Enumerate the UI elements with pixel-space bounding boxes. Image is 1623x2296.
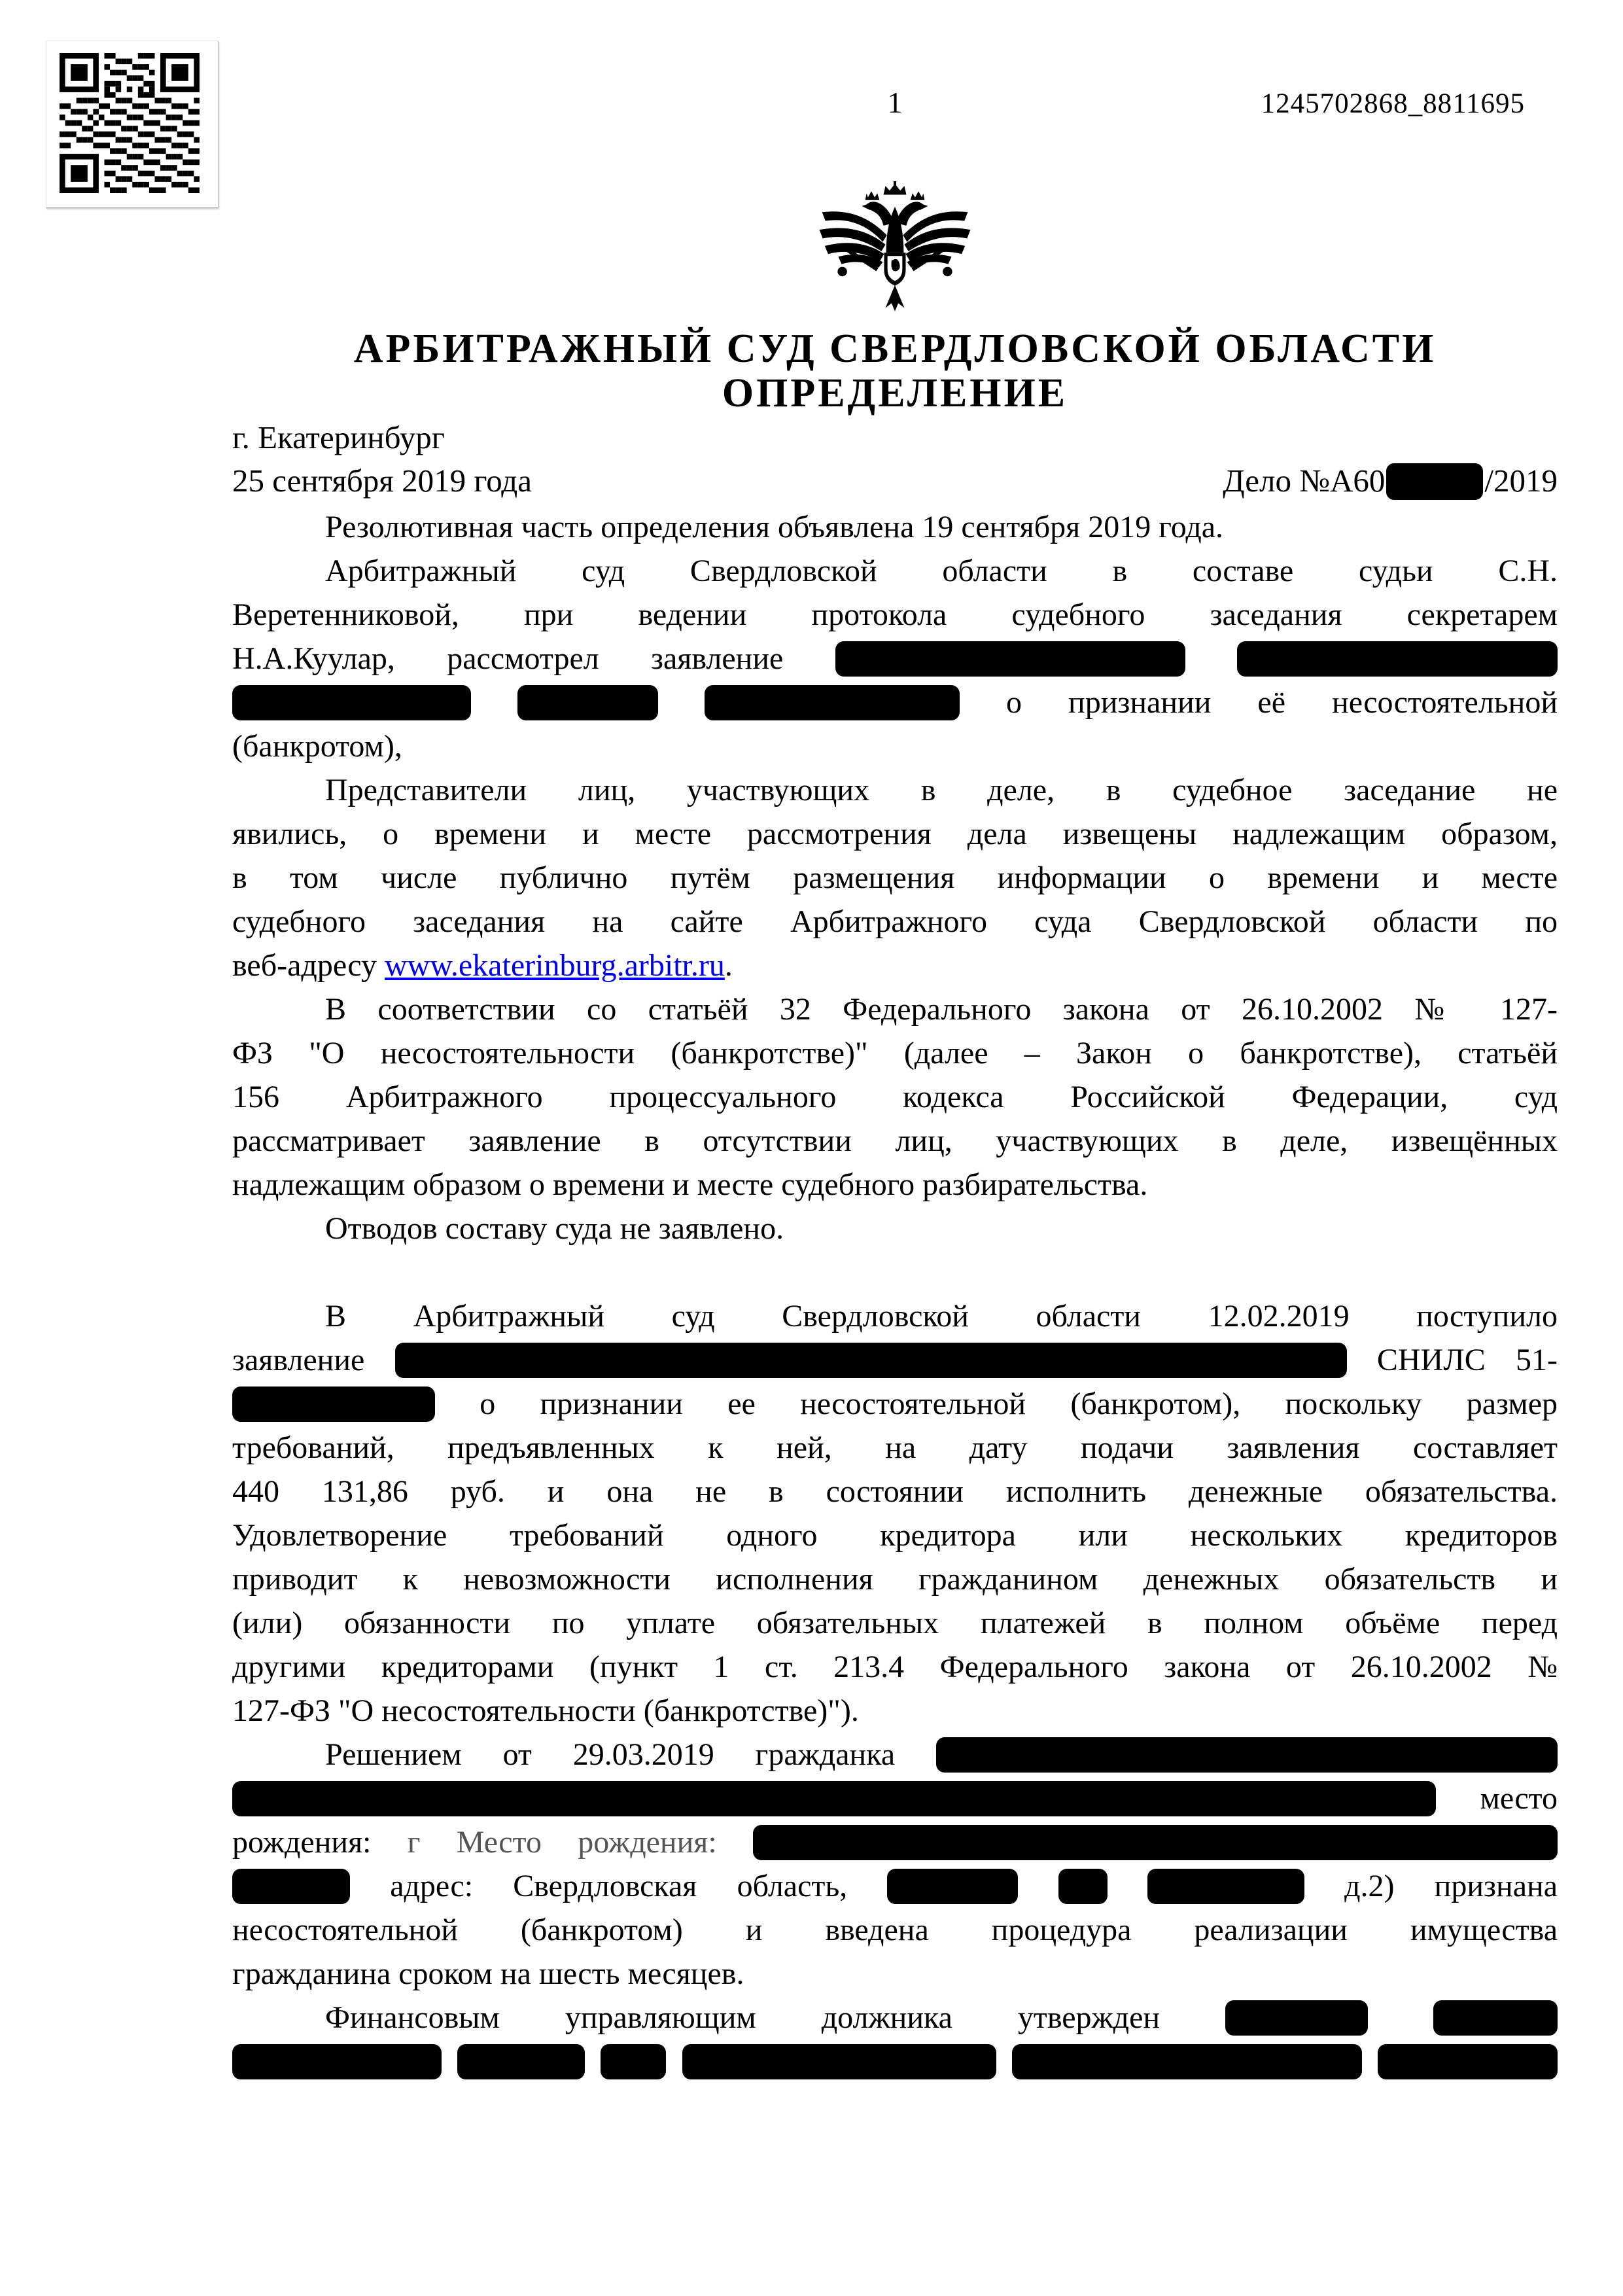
body-text: Н.А.Куулар, <box>232 641 395 676</box>
qr-code <box>57 53 202 193</box>
redaction-bar <box>1058 1869 1108 1904</box>
case-number-prefix: Дело №А60 <box>1223 463 1386 499</box>
body-text: требований, предъявленных к ней, на дату подачи заявления составляет <box>232 1430 1558 1465</box>
body-line <box>232 812 1558 856</box>
body-text: Веретенниковой, при ведении протокола судебного заседания секретарем <box>232 597 1558 632</box>
body-text: 156 Арбитражного процессуального кодекса Российской Федерации, суд <box>232 1080 1558 1114</box>
body-text: другими кредиторами (пункт 1 ст. 213.4 Федерального закона от 26.10.2002 № <box>232 1650 1558 1684</box>
body-text: Представители лиц, участвующих в деле, в судебное заседание не <box>325 773 1558 807</box>
body-text: Арбитражный суд Свердловской области в составе судьи С.Н. <box>325 554 1558 588</box>
emblem-wrap <box>232 181 1558 323</box>
body-line <box>232 593 1558 637</box>
body-line <box>232 987 1558 1031</box>
body-line <box>232 1513 1558 1557</box>
body-text: (банкротом), <box>232 729 402 764</box>
body-text: Отводов составу суда не заявлено. <box>325 1211 784 1246</box>
body-text: В соответствии со статьёй 32 Федерального закона от 26.10.2002 № 127- <box>325 992 1558 1027</box>
body-line <box>232 1119 1558 1163</box>
decision-date: 25 сентября 2019 года <box>232 463 532 499</box>
body-text: надлежащим образом о времени и месте судебного разбирательства. <box>232 1167 1148 1202</box>
body-text: гражданина сроком на шесть месяцев. <box>232 1956 744 1991</box>
redaction-bar <box>1237 641 1558 677</box>
body-line <box>232 900 1558 944</box>
redaction-bar <box>1147 1869 1304 1904</box>
body-line <box>232 1382 1558 1426</box>
body-text: г Место рождения: <box>407 1825 717 1860</box>
body-text: судебного заседания на сайте Арбитражного суда Свердловской области по <box>232 904 1558 939</box>
redaction-bar <box>1225 2000 1368 2036</box>
body-line <box>232 1163 1558 1207</box>
redaction-bar <box>835 641 1185 677</box>
body-line <box>232 856 1558 900</box>
body-line <box>232 1031 1558 1075</box>
body-line <box>232 1294 1558 1338</box>
body-text: приводит к невозможности исполнения гражданином денежных обязательств и <box>232 1562 1558 1597</box>
redaction-bar <box>232 685 471 720</box>
redaction-bar <box>1012 2044 1362 2079</box>
body-text: (или) обязанности по уплате обязательных платежей в полном объёме перед <box>232 1606 1558 1640</box>
body-line <box>232 1952 1558 1996</box>
redaction-bar <box>232 1386 435 1422</box>
body-line <box>232 505 1558 549</box>
body-text: д.2) признана <box>1344 1869 1558 1903</box>
redaction-bar <box>682 2044 996 2079</box>
body-line <box>232 1645 1558 1689</box>
court-website-link[interactable]: www.ekaterinburg.arbitr.ru <box>385 948 725 983</box>
body-text: Резолютивная часть определения объявлена 19 сентября 2019 года. <box>325 510 1224 544</box>
body-text: рассмотрел заявление <box>447 641 784 676</box>
body-text: Решением от 29.03.2019 гражданка <box>325 1737 896 1772</box>
body-line <box>232 1689 1558 1733</box>
case-number-suffix: /2019 <box>1484 463 1558 499</box>
body-line <box>232 637 1558 680</box>
body-text: 127-ФЗ "О несостоятельности (банкротстве)"). <box>232 1693 859 1728</box>
body-text: о признании ее несостоятельной (банкротом), поскольку размер <box>480 1386 1558 1421</box>
body-text: заявление <box>232 1343 365 1377</box>
body-text: 440 131,86 руб. и она не в состоянии исполнить денежные обязательства. <box>232 1474 1558 1509</box>
body-text: о признании её несостоятельной <box>1006 685 1558 720</box>
body-line <box>232 1908 1558 1952</box>
body-line <box>232 1557 1558 1601</box>
body-line <box>232 944 1558 987</box>
body-line <box>232 1733 1558 1776</box>
redaction-bar <box>601 2044 666 2079</box>
body-line <box>232 1207 1558 1250</box>
body-line <box>232 1338 1558 1382</box>
body-text: рождения: <box>232 1825 372 1860</box>
document-body <box>232 505 1558 2083</box>
russia-coat-of-arms-icon <box>807 181 983 319</box>
redaction-bar <box>457 2044 585 2079</box>
redaction-bar <box>1433 2000 1558 2036</box>
body-text: веб-адресу <box>232 948 377 983</box>
body-text: Финансовым управляющим должника утвержден <box>325 2000 1161 2035</box>
qr-card <box>46 41 218 208</box>
redaction-bar <box>232 2044 442 2079</box>
redaction-bar <box>1386 463 1483 500</box>
body-text: адрес: Свердловская область, <box>390 1869 848 1903</box>
body-text: несостоятельной (банкротом) и введена процедура реализации имущества <box>232 1913 1558 1947</box>
redaction-bar <box>1378 2044 1558 2079</box>
body-text: в том числе публично путём размещения информации о времени и месте <box>232 860 1558 895</box>
redaction-bar <box>887 1869 1018 1904</box>
body-text: ФЗ "О несостоятельности (банкротстве)" (далее – Закон о банкротстве), статьёй <box>232 1036 1558 1070</box>
body-text: СНИЛС 51- <box>1376 1343 1558 1377</box>
document-type-title: ОПРЕДЕЛЕНИЕ <box>722 371 1068 415</box>
body-line <box>232 1776 1558 1820</box>
body-line <box>232 549 1558 593</box>
redaction-bar <box>753 1825 1558 1860</box>
page-number: 1 <box>887 86 903 119</box>
redaction-bar <box>232 1781 1436 1816</box>
court-name-title: АРБИТРАЖНЫЙ СУД СВЕРДЛОВСКОЙ ОБЛАСТИ <box>353 327 1437 371</box>
body-text: рассматривает заявление в отсутствии лиц, участвующих в деле, извещённых <box>232 1123 1558 1158</box>
body-line <box>232 724 1558 768</box>
body-line <box>232 1820 1558 1864</box>
body-line <box>232 1996 1558 2040</box>
body-line <box>232 2040 1558 2083</box>
body-line <box>232 768 1558 812</box>
body-line <box>232 1470 1558 1513</box>
body-line <box>232 1250 1558 1294</box>
document-id: 1245702868_8811695 <box>1261 88 1525 119</box>
body-text: В Арбитражный суд Свердловской области 12.02.2019 поступило <box>325 1299 1558 1333</box>
redaction-bar <box>936 1737 1558 1773</box>
body-line <box>232 1426 1558 1470</box>
redaction-bar <box>705 685 960 720</box>
redaction-bar <box>395 1343 1347 1378</box>
redaction-bar <box>517 685 658 720</box>
body-text: явились, о времени и месте рассмотрения дела извещены надлежащим образом, <box>232 817 1558 851</box>
body-line <box>232 1601 1558 1645</box>
redaction-bar <box>232 1869 350 1904</box>
case-number-group <box>1223 462 1558 500</box>
date-case-row <box>232 462 1558 500</box>
body-text: . <box>724 948 733 983</box>
body-text: Удовлетворение требований одного кредитора или нескольких кредиторов <box>232 1518 1558 1553</box>
body-line <box>232 1864 1558 1908</box>
city-label: г. Екатеринбург <box>232 419 445 455</box>
body-text: место <box>1480 1781 1558 1816</box>
body-line <box>232 1075 1558 1119</box>
body-line <box>232 680 1558 724</box>
